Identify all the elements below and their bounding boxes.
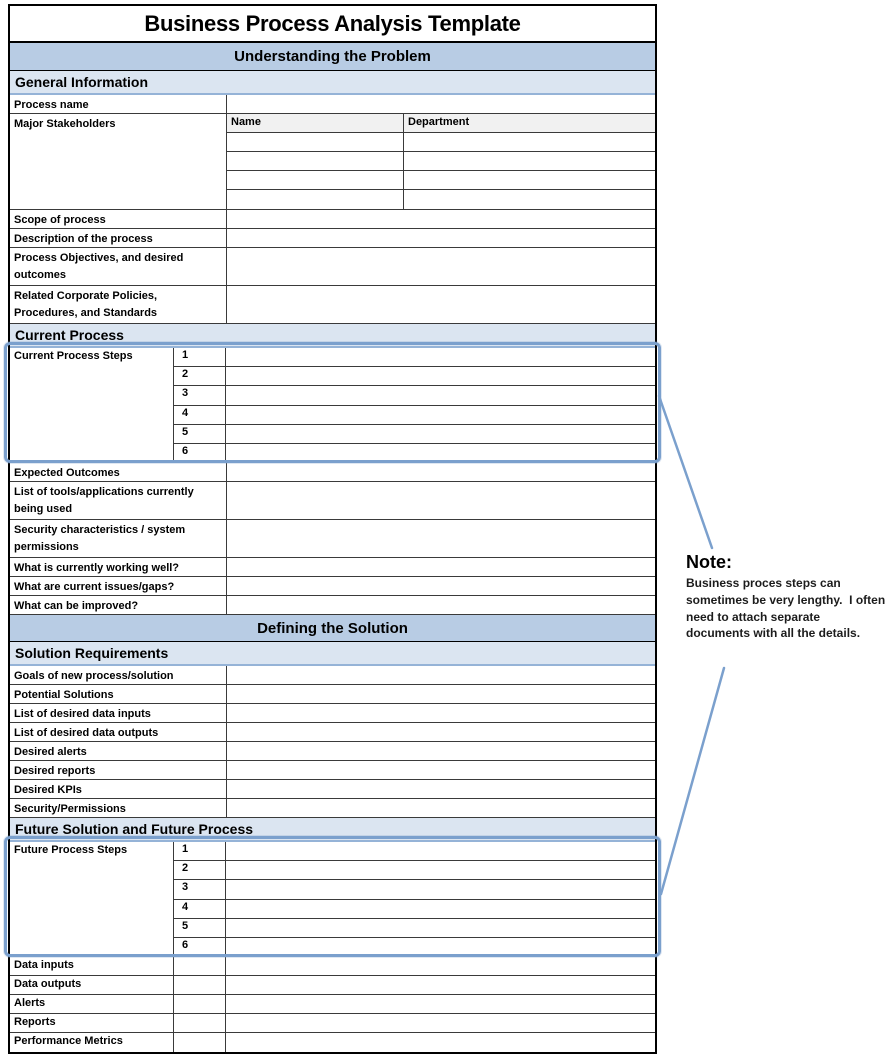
input-cell[interactable]: [227, 482, 655, 519]
section-heading-text: Future Solution and Future Process: [15, 821, 254, 837]
row-label: Related Corporate Policies, Procedures, and Standards: [10, 286, 227, 323]
row-scope-of-process: [10, 210, 655, 229]
row-data-outputs: [10, 976, 655, 995]
step-number: 4: [174, 900, 226, 918]
row-label: What can be improved?: [10, 596, 227, 614]
callout-line-bottom: [661, 668, 724, 894]
page-title: [10, 6, 655, 43]
stakeholder-row: [227, 171, 655, 190]
current-step-row: [174, 444, 655, 462]
step-number: 2: [174, 367, 226, 385]
step-number: 5: [174, 425, 226, 443]
row-description-of-process: [10, 229, 655, 248]
row-desired-data-inputs: [10, 704, 655, 723]
banner-understanding-the-problem: [10, 43, 655, 71]
future-step-row: [174, 900, 655, 919]
row-desired-alerts: [10, 742, 655, 761]
stakeholder-name-input-cell[interactable]: [227, 152, 404, 170]
row-label: List of desired data inputs: [10, 704, 227, 722]
row-desired-reports: [10, 761, 655, 780]
stakeholder-name-header: Name: [227, 114, 404, 132]
input-cell[interactable]: [226, 957, 655, 975]
input-cell[interactable]: [226, 995, 655, 1013]
stakeholder-department-header: Department: [404, 114, 655, 132]
step-input-cell[interactable]: [226, 406, 655, 424]
row-label: Potential Solutions: [10, 685, 227, 703]
step-number: 4: [174, 406, 226, 424]
row-goals-new-process: [10, 666, 655, 685]
future-step-row: [174, 938, 655, 956]
row-desired-data-outputs: [10, 723, 655, 742]
stakeholder-name-input-cell[interactable]: [227, 133, 404, 151]
row-label: Security characteristics / system permissions: [10, 520, 227, 557]
input-cell[interactable]: [226, 976, 655, 994]
stakeholder-name-input-cell[interactable]: [227, 190, 404, 209]
section-solution-requirements: [10, 642, 655, 666]
input-cell[interactable]: [227, 286, 655, 323]
row-label: Performance Metrics: [10, 1033, 174, 1052]
row-current-issues-gaps: [10, 577, 655, 596]
step-number: 1: [174, 842, 226, 860]
step-input-cell[interactable]: [226, 919, 655, 937]
input-cell[interactable]: [227, 723, 655, 741]
row-label: Data inputs: [10, 957, 174, 975]
stakeholder-department-input-cell[interactable]: [404, 133, 655, 151]
row-expected-outcomes: [10, 463, 655, 482]
row-label: Scope of process: [10, 210, 227, 228]
row-related-corporate-policies: [10, 286, 655, 324]
input-cell[interactable]: [227, 761, 655, 779]
stakeholder-row: [227, 133, 655, 152]
row-label: Data outputs: [10, 976, 174, 994]
note-heading: Note:: [686, 552, 732, 572]
input-cell[interactable]: [227, 229, 655, 247]
stakeholder-department-input-cell[interactable]: [404, 152, 655, 170]
step-number: 3: [174, 386, 226, 404]
row-label: Future Process Steps: [10, 842, 174, 956]
current-step-row: [174, 406, 655, 425]
row-label: Security/Permissions: [10, 799, 227, 817]
note-annotation: [686, 552, 889, 642]
input-cell[interactable]: [226, 1033, 655, 1052]
step-input-cell[interactable]: [226, 367, 655, 385]
row-security-permissions: [10, 799, 655, 818]
step-number: 6: [174, 938, 226, 956]
input-cell[interactable]: [227, 666, 655, 684]
row-potential-solutions: [10, 685, 655, 704]
row-tools-applications: [10, 482, 655, 520]
banner-text: Defining the Solution: [257, 619, 408, 637]
input-cell[interactable]: [227, 558, 655, 576]
current-step-row: [174, 367, 655, 386]
row-label: Desired KPIs: [10, 780, 227, 798]
note-body-text: Business proces steps can sometimes be very lengthy. I often need to attach separate documents with all the details.: [686, 576, 889, 641]
business-process-analysis-form: [8, 4, 657, 1054]
current-step-row: [174, 348, 655, 367]
spacer-cell: [174, 957, 226, 975]
future-step-row: [174, 919, 655, 938]
current-steps-grid: [174, 348, 655, 462]
current-process-steps-block: [10, 348, 655, 463]
input-cell[interactable]: [227, 210, 655, 228]
row-label: Reports: [10, 1014, 174, 1032]
stakeholders-header-row: [227, 114, 655, 133]
banner-defining-the-solution: [10, 615, 655, 642]
row-label: Current Process Steps: [10, 348, 174, 462]
section-heading-text: Solution Requirements: [15, 645, 169, 661]
input-cell[interactable]: [227, 577, 655, 595]
future-process-steps-block: [10, 842, 655, 957]
row-process-name: [10, 95, 655, 114]
row-major-stakeholders: [10, 114, 655, 210]
row-desired-kpis: [10, 780, 655, 799]
future-step-row: [174, 880, 655, 899]
row-security-characteristics: [10, 520, 655, 558]
row-label: Major Stakeholders: [10, 114, 227, 209]
stakeholder-name-input-cell[interactable]: [227, 171, 404, 189]
section-future-solution: [10, 818, 655, 842]
spacer-cell: [174, 976, 226, 994]
section-current-process: [10, 324, 655, 348]
stakeholder-row: [227, 152, 655, 171]
future-steps-grid: [174, 842, 655, 956]
row-data-inputs: [10, 957, 655, 976]
step-input-cell[interactable]: [226, 425, 655, 443]
row-performance-metrics: [10, 1033, 655, 1052]
input-cell[interactable]: [227, 596, 655, 614]
input-cell[interactable]: [227, 520, 655, 557]
row-label: Desired reports: [10, 761, 227, 779]
input-cell[interactable]: [227, 248, 655, 285]
spacer-cell: [174, 1014, 226, 1032]
callout-line-top: [659, 396, 712, 548]
stakeholder-row: [227, 190, 655, 209]
row-label: Goals of new process/solution: [10, 666, 227, 684]
spacer-cell: [174, 1033, 226, 1052]
step-number: 2: [174, 861, 226, 879]
row-working-well: [10, 558, 655, 577]
row-label: Desired alerts: [10, 742, 227, 760]
step-input-cell[interactable]: [226, 938, 655, 956]
row-label: Expected Outcomes: [10, 463, 227, 481]
step-input-cell[interactable]: [226, 900, 655, 918]
row-label: Alerts: [10, 995, 174, 1013]
future-step-row: [174, 842, 655, 861]
stakeholder-department-input-cell[interactable]: [404, 190, 655, 209]
future-step-row: [174, 861, 655, 880]
input-cell[interactable]: [226, 1014, 655, 1032]
row-label: What are current issues/gaps?: [10, 577, 227, 595]
step-input-cell[interactable]: [226, 880, 655, 898]
current-step-row: [174, 386, 655, 405]
input-cell[interactable]: [227, 742, 655, 760]
spacer-cell: [174, 995, 226, 1013]
row-label: Description of the process: [10, 229, 227, 247]
banner-text: Understanding the Problem: [234, 48, 431, 65]
section-general-information: [10, 71, 655, 95]
step-input-cell[interactable]: [226, 444, 655, 462]
input-cell[interactable]: [227, 704, 655, 722]
row-what-can-be-improved: [10, 596, 655, 615]
input-cell[interactable]: [227, 685, 655, 703]
step-number: 5: [174, 919, 226, 937]
stakeholder-department-input-cell[interactable]: [404, 171, 655, 189]
current-step-row: [174, 425, 655, 444]
step-number: 3: [174, 880, 226, 898]
section-heading-text: General Information: [15, 74, 149, 90]
input-cell[interactable]: [227, 780, 655, 798]
step-input-cell[interactable]: [226, 386, 655, 404]
input-cell[interactable]: [227, 463, 655, 481]
row-reports: [10, 1014, 655, 1033]
input-cell[interactable]: [227, 799, 655, 817]
step-input-cell[interactable]: [226, 842, 655, 860]
step-input-cell[interactable]: [226, 861, 655, 879]
row-label: List of tools/applications currently being used: [10, 482, 227, 519]
row-label: Process name: [10, 95, 227, 113]
row-label: Process Objectives, and desired outcomes: [10, 248, 227, 285]
section-heading-text: Current Process: [15, 327, 124, 343]
row-label: What is currently working well?: [10, 558, 227, 576]
stakeholders-table: [227, 114, 655, 209]
page-title-text: Business Process Analysis Template: [144, 10, 521, 36]
row-label: List of desired data outputs: [10, 723, 227, 741]
step-input-cell[interactable]: [226, 348, 655, 366]
step-number: 1: [174, 348, 226, 366]
row-alerts: [10, 995, 655, 1014]
step-number: 6: [174, 444, 226, 462]
row-process-objectives: [10, 248, 655, 286]
process-name-input-cell[interactable]: [227, 95, 655, 113]
